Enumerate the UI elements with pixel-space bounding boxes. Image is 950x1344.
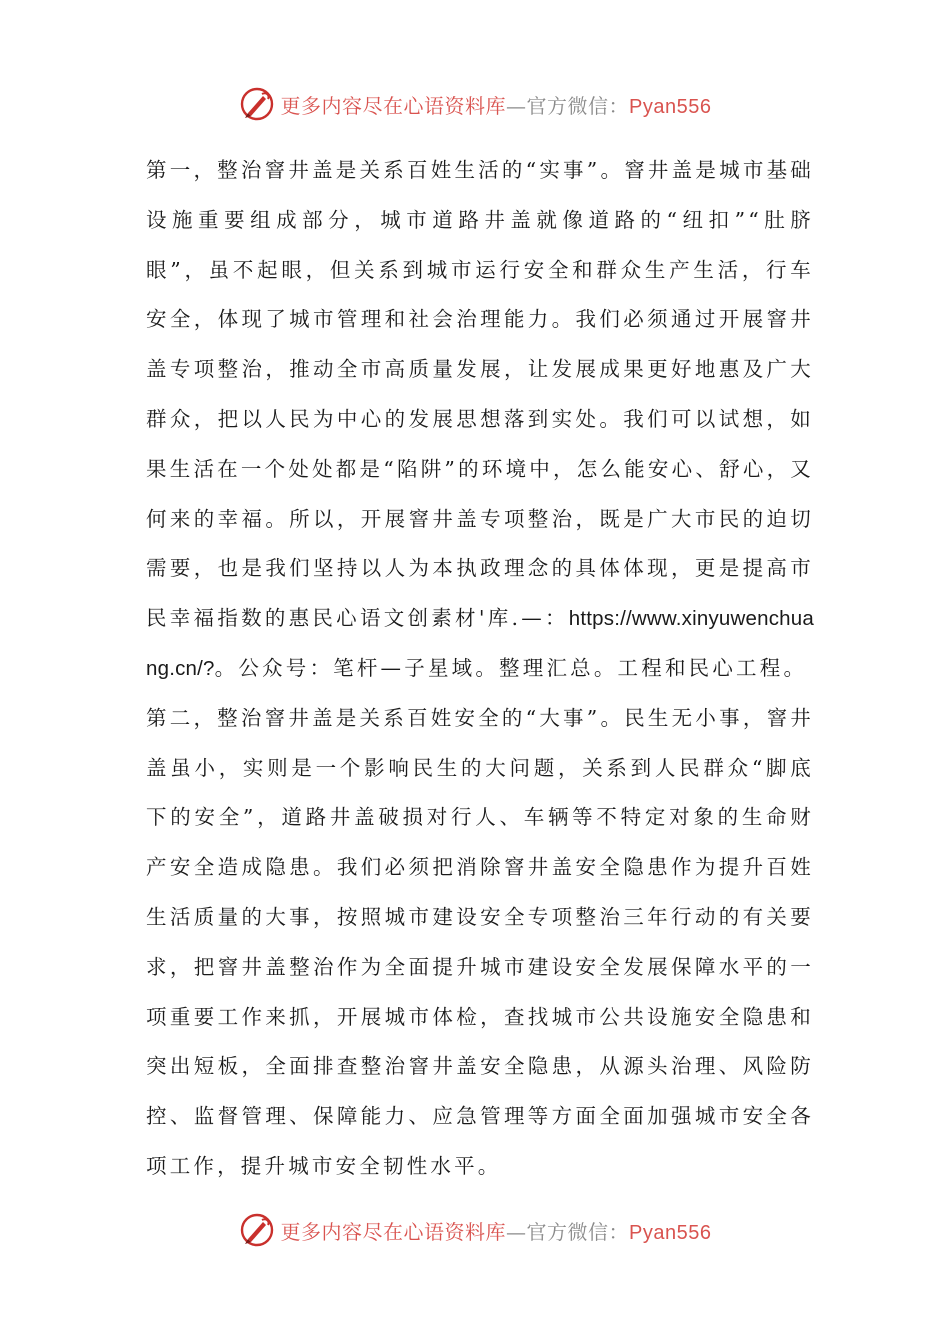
header-banner-inner	[239, 86, 712, 122]
header-banner	[0, 84, 950, 124]
document-body	[146, 146, 814, 1192]
banner-sub-text: —官方微信：	[506, 1219, 630, 1244]
pen-nib-logo-icon	[239, 1212, 275, 1248]
footer-banner	[0, 1210, 950, 1250]
banner-main-text: 更多内容尽在心语资料库	[280, 93, 507, 118]
paragraph-1-text-a: 第一，整治窨井盖是关系百姓生活的“实事”。窨井盖是城市基础设施重要组成部分，城市道路井盖就像道路的“纽扣”“肚脐眼”，虽不起眼，但关系到城市运行安全和群众生产生活，行车安全，体现了城市管理和社会治理能力。我们必须通过开展窨井盖专项整治，推动全市高质量发展，让发展成果更好地惠及广大群众，把以人民为中心的发展思想落到实处。我们可以试想，如果生活在一个处处都是“陷阱”的环境中，怎么能安心、舒心，又何来的幸福。所以，开展窨井盖专项整治，既是广大市民的迫切需要，也是我们坚持以人为本执政理念的具体体现，更是提高市民幸福指数的惠民心语文创素材'库.—：	[146, 158, 814, 631]
pen-nib-logo-icon	[239, 86, 275, 122]
footer-banner-inner	[239, 1212, 712, 1248]
paragraph-1	[146, 146, 814, 694]
paragraph-1-text-b: 。公众号：笔杆—子星域。整理汇总。工程和民心工程。	[214, 655, 808, 680]
banner-main-text: 更多内容尽在心语资料库	[280, 1219, 507, 1244]
banner-sub-text: —官方微信：	[506, 93, 630, 118]
banner-text	[281, 1216, 712, 1245]
banner-text	[281, 90, 712, 119]
paragraph-2: 第二，整治窨井盖是关系百姓安全的“大事”。民生无小事，窨井盖虽小，实则是一个影响民生的大问题，关系到人民群众“脚底下的安全”，道路井盖破损对行人、车辆等不特定对象的生命财产安全造成隐患。我们必须把消除窨井盖安全隐患作为提升百姓生活质量的大事，按照城市建设安全专项整治三年行动的有关要求，把窨井盖整治作为全面提升城市建设安全发展保障水平的一项重要工作来抓，开展城市体检，查找城市公共设施安全隐患和突出短板，全面排查整治窨井盖安全隐患，从源头治理、风险防控、监督管理、保障能力、应急管理等方面全面加强城市安全各项工作，提升城市安全韧性水平。	[146, 705, 814, 1178]
banner-handle: Pyan556	[629, 1221, 712, 1244]
paragraph-1-url: https://www.xinyuwenchuang.cn/?	[146, 607, 814, 680]
banner-handle: Pyan556	[629, 95, 712, 118]
